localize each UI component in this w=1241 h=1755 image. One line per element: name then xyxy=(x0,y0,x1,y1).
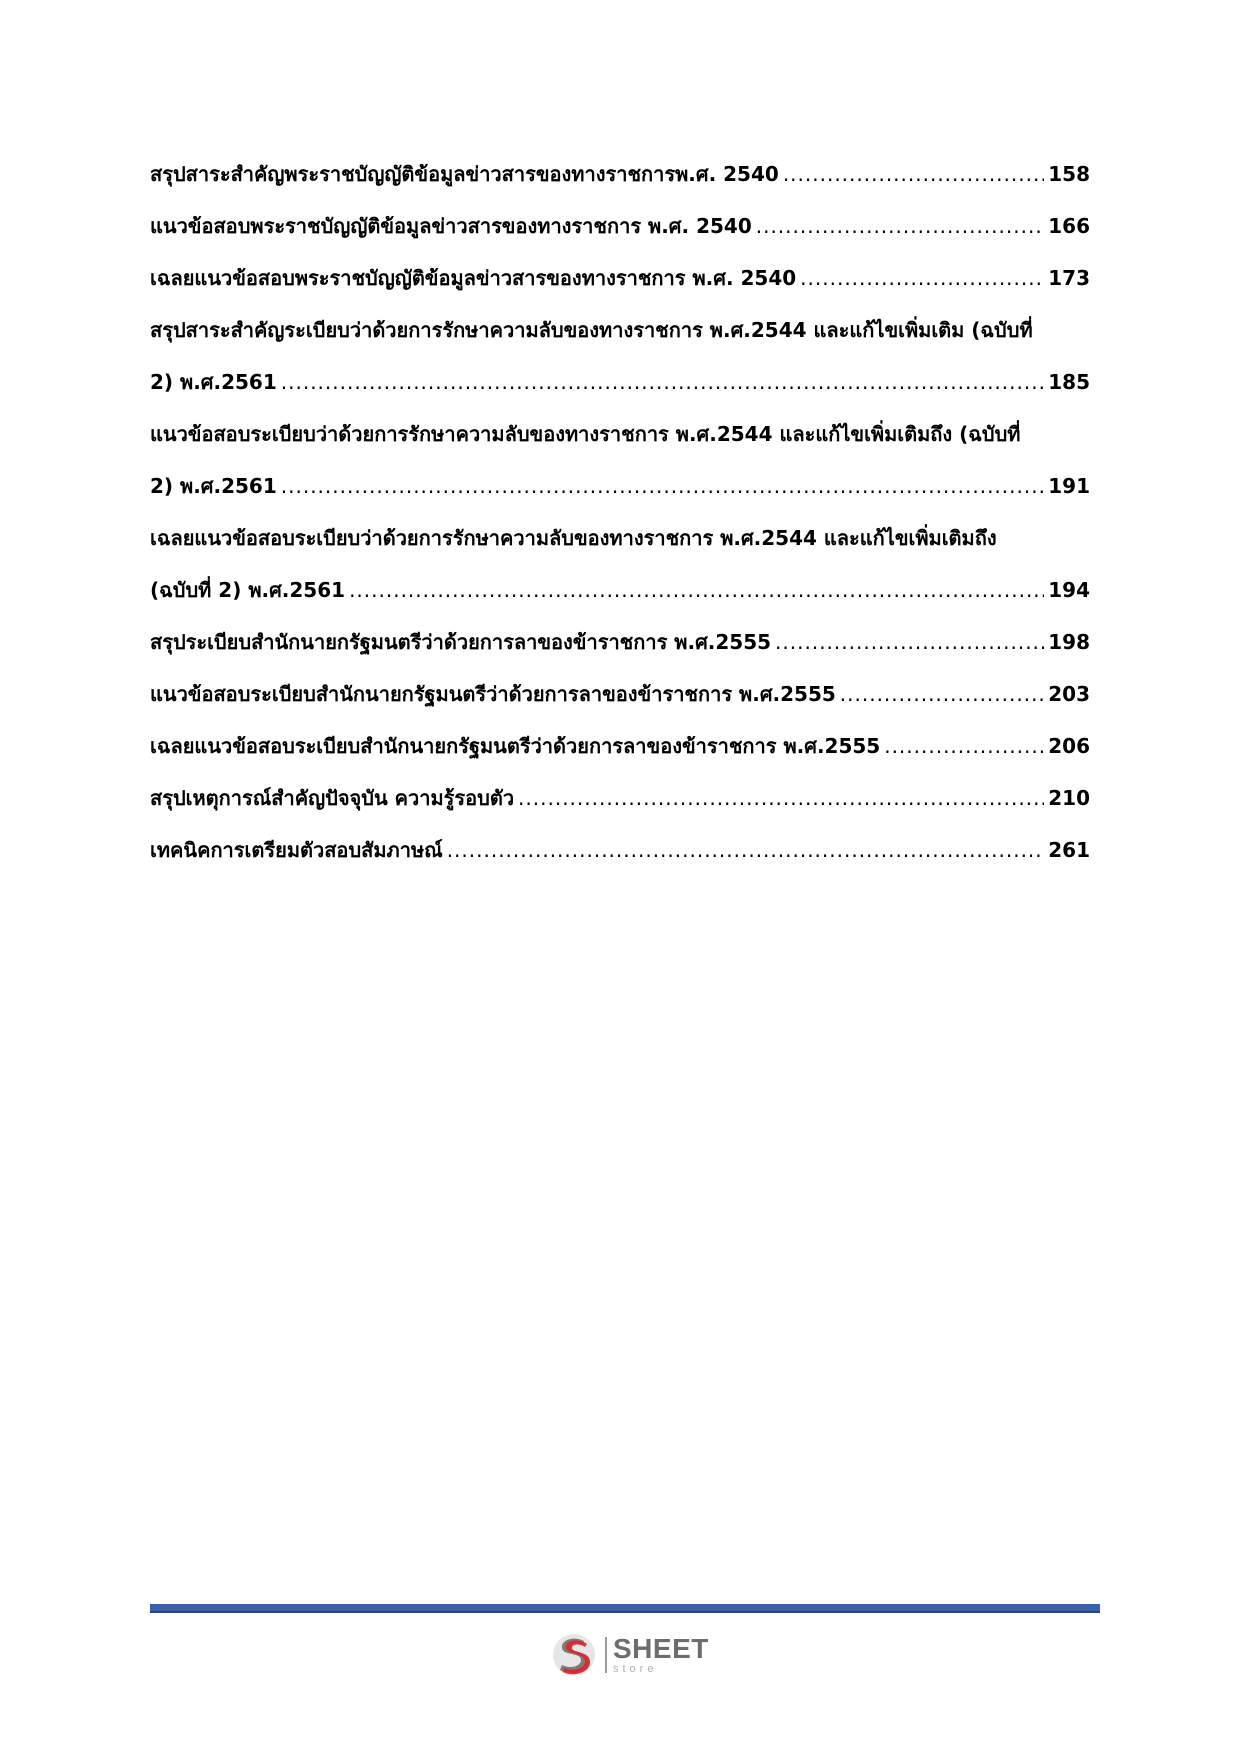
toc-entry[interactable] xyxy=(150,200,1090,252)
toc-entry-title: เฉลยแนวข้อสอบระเบียบสำนักนายกรัฐมนตรีว่าด้วยการลาของข้าราชการ พ.ศ.2555 xyxy=(150,734,881,758)
toc-entry-last-line xyxy=(150,356,1090,408)
toc-entry-last-line xyxy=(150,668,1090,720)
toc-entry[interactable] xyxy=(150,616,1090,668)
toc-entry-title-line: สรุปสาระสำคัญระเบียบว่าด้วยการรักษาความลับของทางราชการ พ.ศ.2544 และแก้ไขเพิ่มเติม (ฉบับที่ xyxy=(150,318,1033,342)
toc-entry[interactable] xyxy=(150,772,1090,824)
toc-entry[interactable] xyxy=(150,824,1090,876)
toc-entry[interactable] xyxy=(150,148,1090,200)
toc-entry[interactable] xyxy=(150,720,1090,772)
toc-entry[interactable] xyxy=(150,252,1090,304)
toc-entry-last-line xyxy=(150,252,1090,304)
toc-entry-title-line: แนวข้อสอบระเบียบว่าด้วยการรักษาความลับของทางราชการ พ.ศ.2544 และแก้ไขเพิ่มเติมถึง (ฉบับที่ xyxy=(150,422,1021,446)
toc-entry-title: 2) พ.ศ.2561 xyxy=(150,474,277,498)
toc-entry-page-number: 210 xyxy=(1048,786,1090,810)
toc-entry-title: สรุปสาระสำคัญพระราชบัญญัติข้อมูลข่าวสารของทางราชการพ.ศ. 2540 xyxy=(150,162,779,186)
toc-entry-page-number: 173 xyxy=(1048,266,1090,290)
toc-entry-title-line: เฉลยแนวข้อสอบระเบียบว่าด้วยการรักษาความลับของทางราชการ พ.ศ.2544 และแก้ไขเพิ่มเติมถึง xyxy=(150,526,997,550)
s-logo-icon xyxy=(551,1632,597,1678)
toc-entry-last-line xyxy=(150,824,1090,876)
dot-leader xyxy=(756,200,1045,252)
dot-leader xyxy=(349,564,1044,616)
toc-entry-title: เทคนิคการเตรียมตัวสอบสัมภาษณ์ xyxy=(150,838,443,862)
toc-entry-page-number: 185 xyxy=(1048,370,1090,394)
toc-entry-last-line xyxy=(150,772,1090,824)
toc-entry[interactable] xyxy=(150,512,1090,616)
toc-entry-title: สรุปเหตุการณ์สำคัญปัจจุบัน ความรู้รอบตัว xyxy=(150,786,515,810)
dot-leader xyxy=(775,616,1044,668)
dot-leader xyxy=(281,356,1044,408)
toc-entry-page-number: 158 xyxy=(1048,162,1090,186)
toc-entry-title: แนวข้อสอบระเบียบสำนักนายกรัฐมนตรีว่าด้วยการลาของข้าราชการ พ.ศ.2555 xyxy=(150,682,836,706)
toc-entry-title: สรุประเบียบสำนักนายกรัฐมนตรีว่าด้วยการลาของข้าราชการ พ.ศ.2555 xyxy=(150,630,772,654)
dot-leader xyxy=(800,252,1044,304)
dot-leader xyxy=(281,460,1044,512)
toc-entry[interactable] xyxy=(150,408,1090,512)
toc-entry-title: 2) พ.ศ.2561 xyxy=(150,370,277,394)
toc-entry-last-line xyxy=(150,148,1090,200)
toc-entry-page-number: 194 xyxy=(1048,578,1090,602)
toc-entry[interactable] xyxy=(150,668,1090,720)
toc-entry[interactable] xyxy=(150,304,1090,408)
dot-leader xyxy=(884,720,1044,772)
sheet-store-logo xyxy=(551,1630,709,1680)
table-of-contents xyxy=(150,148,1090,876)
logo-word: SHEET xyxy=(613,1633,709,1664)
toc-entry-page-number: 198 xyxy=(1048,630,1090,654)
toc-entry-page-number: 203 xyxy=(1048,682,1090,706)
toc-entry-page-number: 261 xyxy=(1048,838,1090,862)
toc-entry-last-line xyxy=(150,720,1090,772)
logo-text xyxy=(613,1635,709,1675)
toc-entry-last-line xyxy=(150,564,1090,616)
toc-entry-page-number: 206 xyxy=(1048,734,1090,758)
toc-entry-title: เฉลยแนวข้อสอบพระราชบัญญัติข้อมูลข่าวสารของทางราชการ พ.ศ. 2540 xyxy=(150,266,797,290)
logo-divider xyxy=(605,1637,607,1673)
toc-entry-page-number: 166 xyxy=(1048,214,1090,238)
toc-entry-last-line xyxy=(150,460,1090,512)
toc-entry-title: แนวข้อสอบพระราชบัญญัติข้อมูลข่าวสารของทางราชการ พ.ศ. 2540 xyxy=(150,214,752,238)
toc-entry-last-line xyxy=(150,200,1090,252)
dot-leader xyxy=(518,772,1044,824)
dot-leader xyxy=(447,824,1045,876)
dot-leader xyxy=(783,148,1044,200)
dot-leader xyxy=(840,668,1044,720)
footer-rule xyxy=(150,1604,1100,1613)
toc-entry-last-line xyxy=(150,616,1090,668)
logo-sub: store xyxy=(613,1663,658,1675)
toc-entry-page-number: 191 xyxy=(1048,474,1090,498)
toc-entry-title: (ฉบับที่ 2) พ.ศ.2561 xyxy=(150,578,346,602)
